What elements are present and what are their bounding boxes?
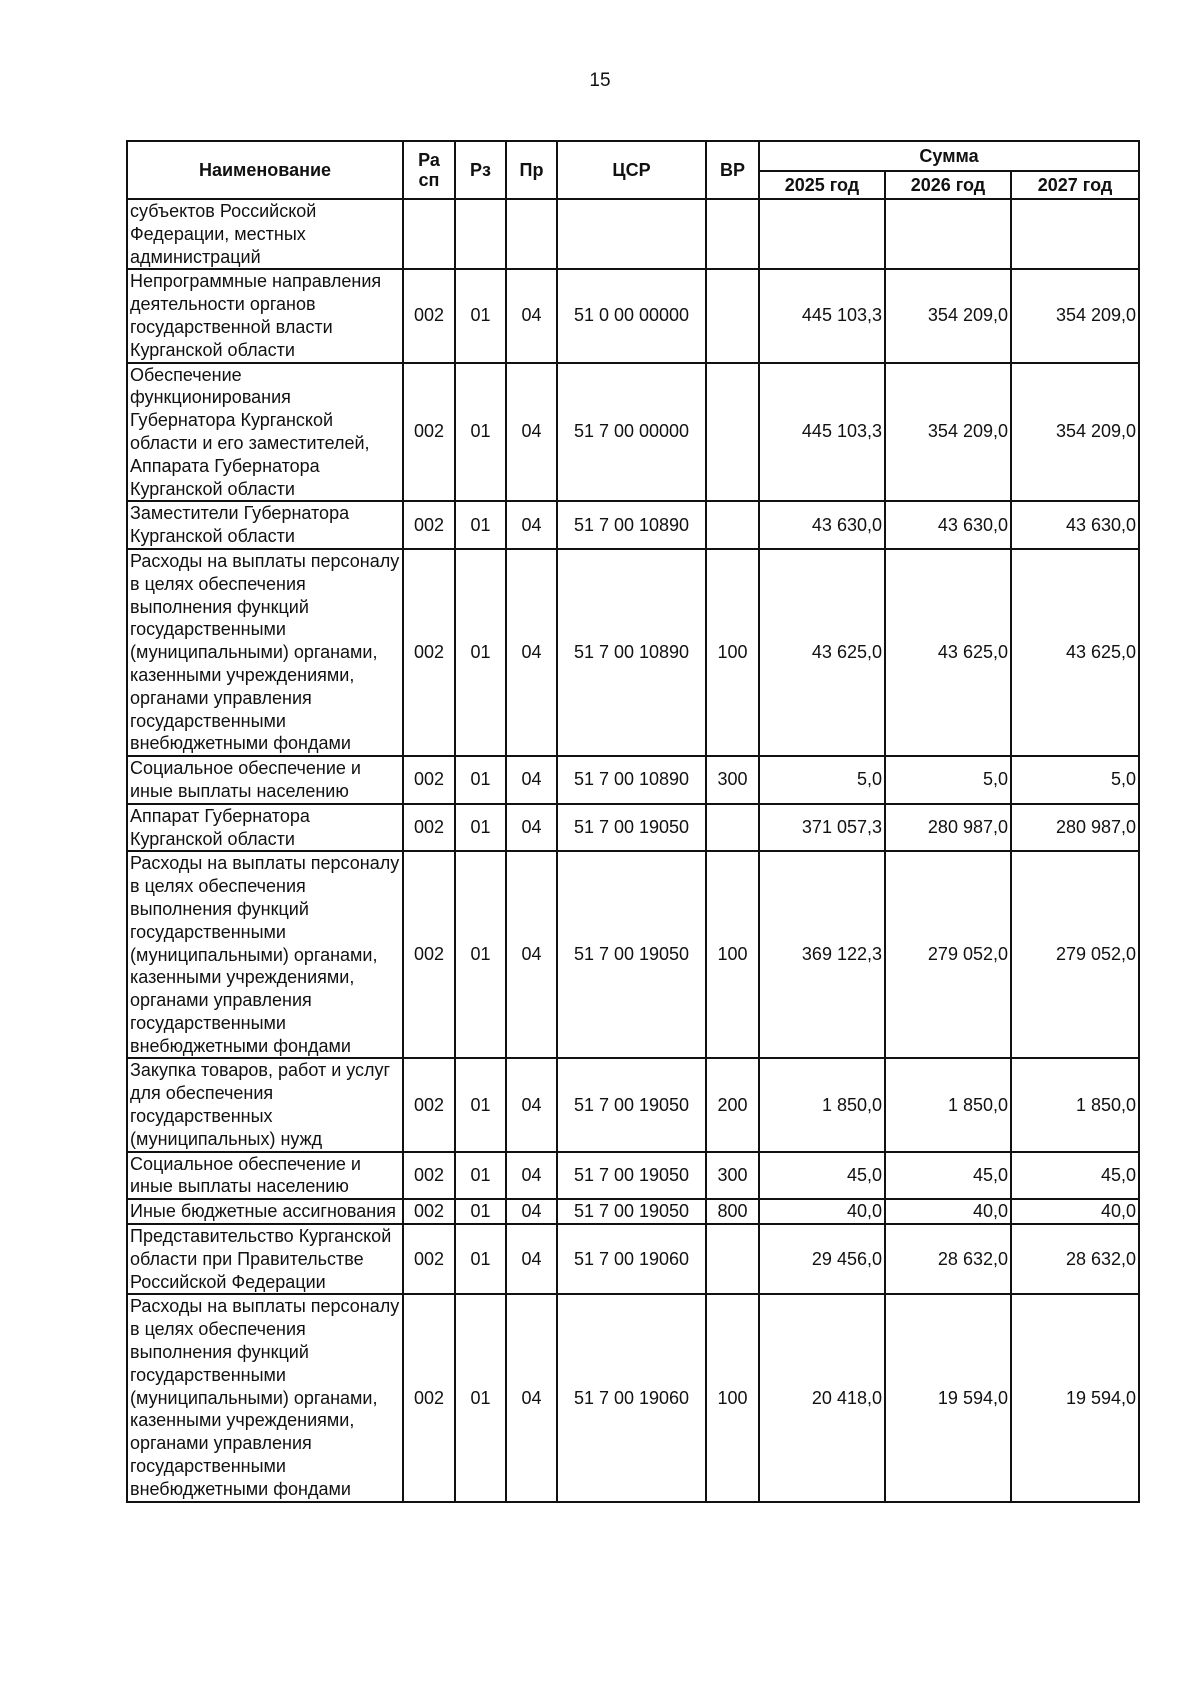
row-amount-2027: 280 987,0: [1011, 804, 1139, 852]
row-csr: 51 7 00 19050: [557, 1058, 706, 1151]
row-rz: 01: [455, 1199, 506, 1224]
row-rasp: 002: [403, 549, 455, 756]
header-vr: ВР: [706, 141, 759, 199]
row-pr: 04: [506, 269, 557, 362]
row-amount-2025: 45,0: [759, 1152, 885, 1200]
row-name: Аппарат Губернатора Курганской области: [127, 804, 403, 852]
row-rz: 01: [455, 549, 506, 756]
row-amount-2025: [759, 199, 885, 269]
row-name: Социальное обеспечение и иные выплаты населению: [127, 756, 403, 804]
row-amount-2027: 5,0: [1011, 756, 1139, 804]
row-amount-2026: 280 987,0: [885, 804, 1011, 852]
row-amount-2026: 279 052,0: [885, 851, 1011, 1058]
row-rasp: 002: [403, 756, 455, 804]
row-rz: 01: [455, 1294, 506, 1501]
row-rasp: 002: [403, 1152, 455, 1200]
row-rz: 01: [455, 269, 506, 362]
row-pr: 04: [506, 501, 557, 549]
row-amount-2026: 43 630,0: [885, 501, 1011, 549]
table-row: [127, 1058, 1139, 1151]
row-csr: [557, 199, 706, 269]
row-csr: 51 7 00 10890: [557, 549, 706, 756]
row-rasp: 002: [403, 1199, 455, 1224]
row-vr: 300: [706, 756, 759, 804]
row-pr: 04: [506, 1294, 557, 1501]
table-row: [127, 804, 1139, 852]
header-year-2025: 2025 год: [759, 171, 885, 199]
row-csr: 51 7 00 19060: [557, 1224, 706, 1294]
row-rasp: 002: [403, 363, 455, 502]
header-rasp: Ра сп: [403, 141, 455, 199]
row-pr: [506, 199, 557, 269]
row-rasp: 002: [403, 501, 455, 549]
row-pr: 04: [506, 1199, 557, 1224]
row-amount-2025: 5,0: [759, 756, 885, 804]
row-amount-2025: 43 625,0: [759, 549, 885, 756]
row-csr: 51 0 00 00000: [557, 269, 706, 362]
row-rasp: 002: [403, 804, 455, 852]
table-body: [127, 199, 1139, 1502]
row-name: субъектов Российской Федерации, местных администраций: [127, 199, 403, 269]
row-name: Расходы на выплаты персоналу в целях обеспечения выполнения функций государственными (муниципальными) органами, казенными учреждениями, органами управления государственными внебюджетными фондами: [127, 549, 403, 756]
header-name: Наименование: [127, 141, 403, 199]
row-amount-2025: 371 057,3: [759, 804, 885, 852]
row-vr: 200: [706, 1058, 759, 1151]
row-name: Представительство Курганской области при Правительстве Российской Федерации: [127, 1224, 403, 1294]
table-row: [127, 269, 1139, 362]
row-name: Расходы на выплаты персоналу в целях обеспечения выполнения функций государственными (муниципальными) органами, казенными учреждениями, органами управления государственными внебюджетными фондами: [127, 1294, 403, 1501]
row-rz: 01: [455, 501, 506, 549]
row-vr: 100: [706, 1294, 759, 1501]
page-number: 15: [589, 70, 611, 91]
header-year-2027: 2027 год: [1011, 171, 1139, 199]
row-name: Обеспечение функционирования Губернатора Курганской области и его заместителей, Аппарата Губернатора Курганской области: [127, 363, 403, 502]
row-vr: [706, 1224, 759, 1294]
header-year-2026: 2026 год: [885, 171, 1011, 199]
row-amount-2026: 5,0: [885, 756, 1011, 804]
row-csr: 51 7 00 19050: [557, 1199, 706, 1224]
header-csr: ЦСР: [557, 141, 706, 199]
row-pr: 04: [506, 363, 557, 502]
row-amount-2027: 43 630,0: [1011, 501, 1139, 549]
row-rasp: 002: [403, 1224, 455, 1294]
row-name: Заместители Губернатора Курганской области: [127, 501, 403, 549]
row-vr: [706, 199, 759, 269]
row-amount-2027: 1 850,0: [1011, 1058, 1139, 1151]
row-rz: [455, 199, 506, 269]
row-vr: [706, 269, 759, 362]
table-row: [127, 501, 1139, 549]
row-pr: 04: [506, 804, 557, 852]
row-amount-2025: 43 630,0: [759, 501, 885, 549]
row-amount-2027: 40,0: [1011, 1199, 1139, 1224]
row-amount-2025: 369 122,3: [759, 851, 885, 1058]
row-csr: 51 7 00 10890: [557, 756, 706, 804]
row-vr: 100: [706, 851, 759, 1058]
row-pr: 04: [506, 1224, 557, 1294]
row-rz: 01: [455, 851, 506, 1058]
row-amount-2027: 43 625,0: [1011, 549, 1139, 756]
row-name: Социальное обеспечение и иные выплаты населению: [127, 1152, 403, 1200]
row-amount-2026: 28 632,0: [885, 1224, 1011, 1294]
row-amount-2027: 28 632,0: [1011, 1224, 1139, 1294]
row-rz: 01: [455, 756, 506, 804]
row-vr: [706, 501, 759, 549]
row-name: Непрограммные направления деятельности органов государственной власти Курганской области: [127, 269, 403, 362]
table-row: [127, 1199, 1139, 1224]
row-pr: 04: [506, 549, 557, 756]
row-csr: 51 7 00 19050: [557, 1152, 706, 1200]
row-name: Иные бюджетные ассигнования: [127, 1199, 403, 1224]
table-row: [127, 199, 1139, 269]
table-row: [127, 756, 1139, 804]
row-pr: 04: [506, 756, 557, 804]
row-amount-2026: 43 625,0: [885, 549, 1011, 756]
row-name: Расходы на выплаты персоналу в целях обеспечения выполнения функций государственными (муниципальными) органами, казенными учреждениями, органами управления государственными внебюджетными фондами: [127, 851, 403, 1058]
row-amount-2025: 29 456,0: [759, 1224, 885, 1294]
budget-table: [126, 140, 1140, 1503]
table-row: [127, 1224, 1139, 1294]
row-amount-2026: 45,0: [885, 1152, 1011, 1200]
table-row: [127, 1294, 1139, 1501]
table-row: [127, 549, 1139, 756]
table-row: [127, 363, 1139, 502]
row-vr: 300: [706, 1152, 759, 1200]
row-amount-2026: [885, 199, 1011, 269]
row-rz: 01: [455, 1058, 506, 1151]
row-rz: 01: [455, 1224, 506, 1294]
row-vr: 800: [706, 1199, 759, 1224]
row-amount-2027: 354 209,0: [1011, 269, 1139, 362]
row-pr: 04: [506, 1058, 557, 1151]
row-csr: 51 7 00 10890: [557, 501, 706, 549]
row-pr: 04: [506, 851, 557, 1058]
row-amount-2026: 1 850,0: [885, 1058, 1011, 1151]
row-rasp: [403, 199, 455, 269]
row-rasp: 002: [403, 851, 455, 1058]
header-pr: Пр: [506, 141, 557, 199]
row-rasp: 002: [403, 1058, 455, 1151]
header-sum: Сумма: [759, 141, 1139, 171]
row-rz: 01: [455, 363, 506, 502]
row-amount-2026: 40,0: [885, 1199, 1011, 1224]
row-rasp: 002: [403, 1294, 455, 1501]
table-header: [127, 141, 1139, 199]
row-amount-2026: 19 594,0: [885, 1294, 1011, 1501]
row-amount-2026: 354 209,0: [885, 363, 1011, 502]
row-amount-2027: 354 209,0: [1011, 363, 1139, 502]
row-amount-2027: 279 052,0: [1011, 851, 1139, 1058]
row-amount-2027: [1011, 199, 1139, 269]
row-amount-2026: 354 209,0: [885, 269, 1011, 362]
row-csr: 51 7 00 19060: [557, 1294, 706, 1501]
row-amount-2027: 45,0: [1011, 1152, 1139, 1200]
row-vr: 100: [706, 549, 759, 756]
row-amount-2025: 20 418,0: [759, 1294, 885, 1501]
row-rz: 01: [455, 804, 506, 852]
row-amount-2025: 445 103,3: [759, 363, 885, 502]
row-vr: [706, 363, 759, 502]
row-amount-2025: 445 103,3: [759, 269, 885, 362]
row-rz: 01: [455, 1152, 506, 1200]
row-csr: 51 7 00 00000: [557, 363, 706, 502]
row-amount-2025: 1 850,0: [759, 1058, 885, 1151]
table-row: [127, 1152, 1139, 1200]
row-amount-2027: 19 594,0: [1011, 1294, 1139, 1501]
row-csr: 51 7 00 19050: [557, 804, 706, 852]
row-name: Закупка товаров, работ и услуг для обеспечения государственных (муниципальных) нужд: [127, 1058, 403, 1151]
row-vr: [706, 804, 759, 852]
row-rasp: 002: [403, 269, 455, 362]
row-pr: 04: [506, 1152, 557, 1200]
table-row: [127, 851, 1139, 1058]
header-rz: Рз: [455, 141, 506, 199]
row-amount-2025: 40,0: [759, 1199, 885, 1224]
row-csr: 51 7 00 19050: [557, 851, 706, 1058]
